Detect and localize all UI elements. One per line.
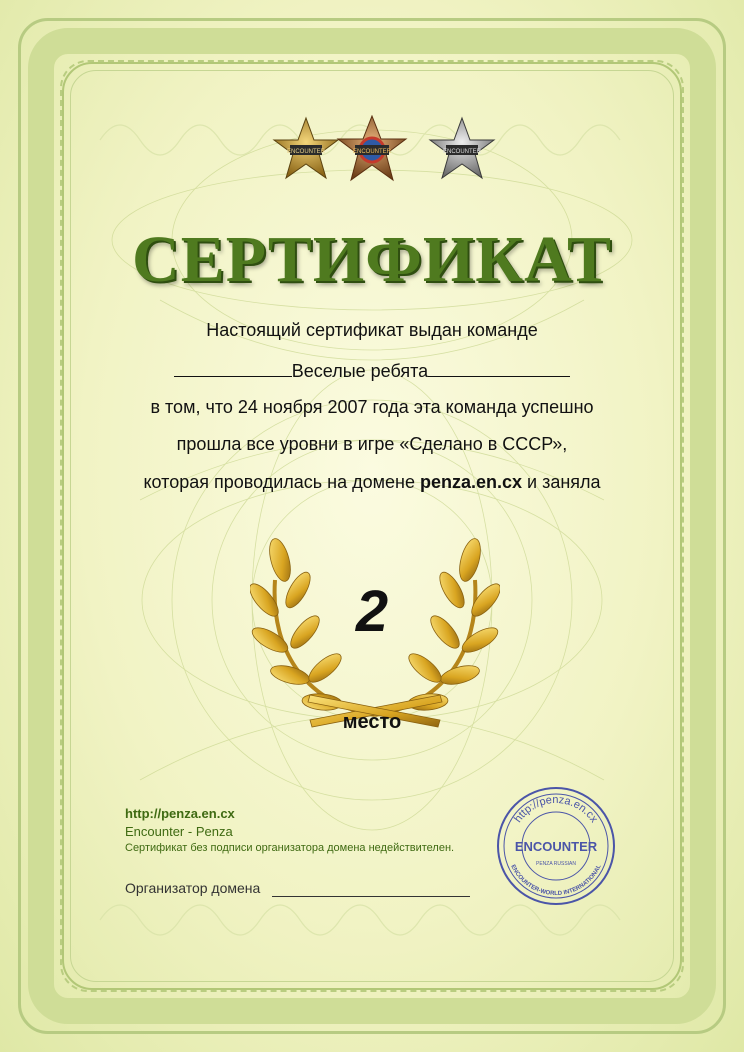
encounter-stamp — [495, 785, 617, 907]
domain-url: http://penza.en.cx — [125, 806, 235, 821]
place-number: 2 — [355, 579, 389, 644]
date-text: в том, что 24 ноября 2007 года эта команда успешно — [150, 397, 594, 417]
stamp-bottom-text: ENCOUNTER-WORLD INTERNATIONAL — [509, 863, 603, 897]
domain-pre: которая проводилась на домене — [143, 472, 420, 492]
medal-silver-icon — [430, 118, 494, 178]
svg-text:ENCOUNTER: ENCOUNTER — [352, 149, 392, 155]
signature-label: Организатор домена — [125, 880, 261, 896]
domain-name: penza.en.cx — [419, 472, 523, 492]
underline-left — [174, 358, 292, 377]
svg-text:ENCOUNTER: ENCOUNTER — [286, 149, 326, 155]
svg-text:ENCOUNTER: ENCOUNTER — [442, 149, 482, 155]
place-label: место — [342, 711, 402, 733]
medal-color-icon — [338, 116, 406, 180]
domain-post: и заняла — [522, 472, 601, 492]
game-text: прошла все уровни в игре «Сделано в СССР», — [176, 434, 568, 454]
organization-name: Encounter - Penza — [125, 824, 233, 839]
domain-text — [0, 472, 744, 493]
stamp-small-text: PENZA RUSSIAN — [535, 861, 577, 867]
signature-line — [272, 896, 470, 897]
team-line — [0, 358, 744, 382]
certificate-title: СЕРТИФИКАТ — [132, 223, 612, 296]
stamp-logo-text: ENCOUNTER — [514, 839, 598, 854]
medal-gold-icon — [274, 118, 338, 178]
underline-right — [428, 358, 570, 377]
encounter-medals — [0, 115, 744, 195]
issued-to-text: Настоящий сертификат выдан команде — [206, 320, 538, 340]
validity-disclaimer: Сертификат без подписи организатора домена недействителен. — [125, 842, 455, 854]
team-name: Веселые ребята — [291, 361, 429, 381]
stamp-top-text: http://penza.en.cx — [512, 793, 600, 825]
